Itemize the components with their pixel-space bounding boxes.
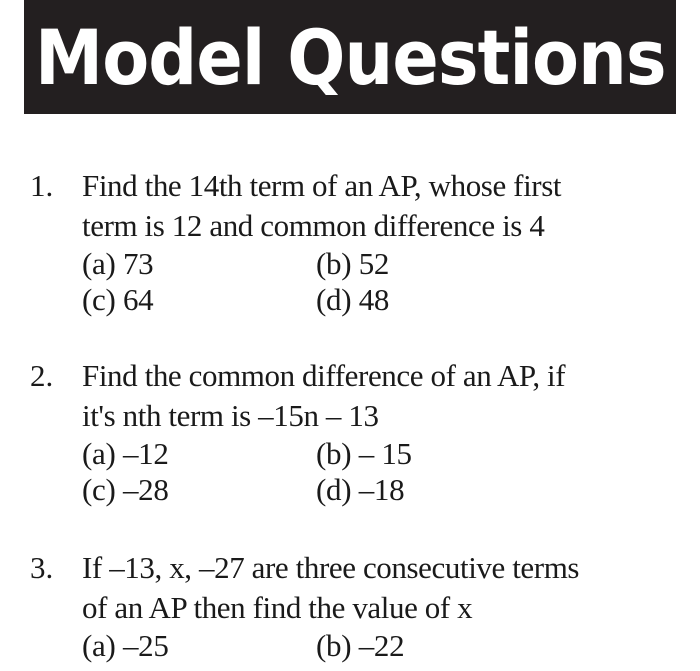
- option-a[interactable]: (a) –12: [82, 436, 169, 471]
- option-b[interactable]: (b) –22: [316, 628, 405, 663]
- option-a[interactable]: (a) 73: [82, 246, 154, 281]
- header-banner: [24, 0, 676, 114]
- question-text: [82, 548, 692, 628]
- option-d[interactable]: (d) 48: [316, 282, 390, 317]
- option-b[interactable]: (b) 52: [316, 246, 390, 281]
- question-text: [82, 166, 692, 246]
- question-line: Find the common difference of an AP, if: [82, 358, 566, 393]
- question-number: 3.: [30, 550, 54, 585]
- question-number: 2.: [30, 358, 54, 393]
- option-a[interactable]: (a) –25: [82, 628, 169, 663]
- option-c[interactable]: (c) 64: [82, 282, 154, 317]
- question-line: term is 12 and common difference is 4: [82, 208, 545, 243]
- page-title: Model Questions: [34, 13, 666, 102]
- question-line: of an AP then find the value of x: [82, 590, 473, 625]
- option-b[interactable]: (b) – 15: [316, 436, 412, 471]
- question-text: [82, 356, 692, 436]
- question-line: If –13, x, –27 are three consecutive terms: [82, 550, 580, 585]
- question-line: Find the 14th term of an AP, whose first: [82, 168, 562, 203]
- question-line: it's nth term is –15n – 13: [82, 398, 379, 433]
- question-number: 1.: [30, 168, 54, 203]
- option-d[interactable]: (d) –18: [316, 472, 405, 507]
- option-c[interactable]: (c) –28: [82, 472, 169, 507]
